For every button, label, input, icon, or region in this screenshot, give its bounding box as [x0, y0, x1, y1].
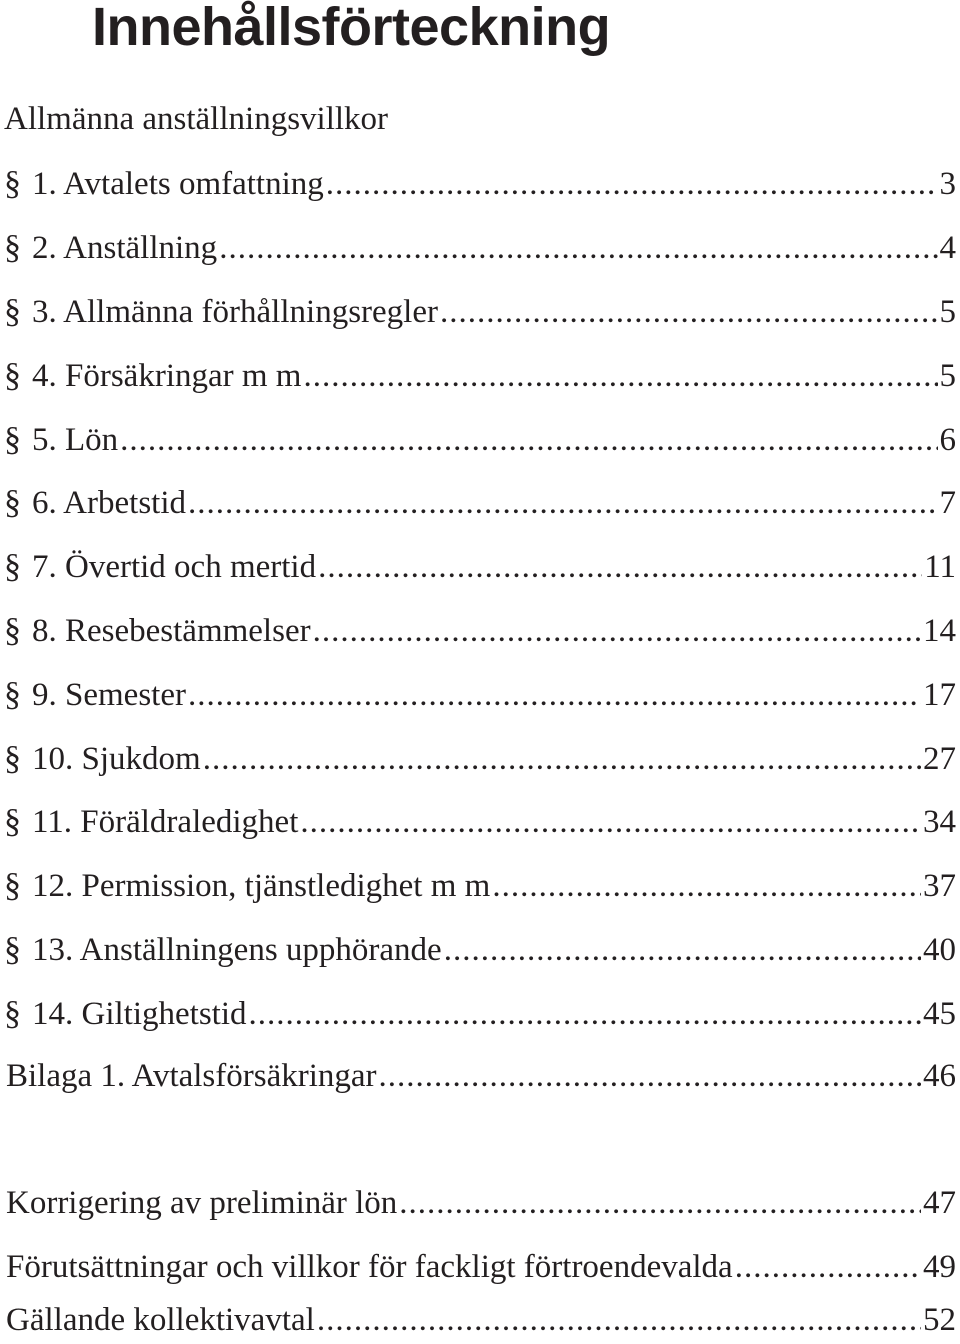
leader-dots [399, 1185, 921, 1222]
toc-entry-page: 34 [923, 804, 956, 840]
leader-dots [379, 1058, 921, 1095]
section-symbol: § [4, 548, 21, 585]
section-symbol: § [4, 293, 21, 330]
section-symbol: § [4, 357, 21, 394]
leader-dots [188, 677, 921, 714]
section-symbol: § [4, 931, 21, 968]
toc-entry-label: 12. Permission, tjänstledighet m m [32, 868, 491, 904]
toc-entry[interactable] [4, 995, 956, 1037]
section-symbol: § [4, 676, 21, 713]
section-symbol: § [4, 740, 21, 777]
leader-dots [120, 422, 937, 459]
toc-entry-label: 5. Lön [32, 422, 119, 458]
toc-entry-page: 14 [923, 613, 956, 649]
toc-entry-page: 5 [939, 294, 956, 330]
section-symbol: § [4, 484, 21, 521]
toc-entry-label: 7. Övertid och mertid [32, 549, 317, 585]
toc-entry-label: Förutsättningar och villkor för fackligt förtroendevalda [6, 1249, 733, 1285]
toc-entry-label: 4. Försäkringar m m [32, 358, 302, 394]
section-symbol: § [4, 867, 21, 904]
toc-entry-page: 45 [923, 996, 956, 1032]
toc-entry[interactable] [4, 867, 956, 909]
leader-dots [444, 932, 921, 969]
toc-entry-label: Gällande kollektivavtal [6, 1302, 315, 1338]
toc-appendix-entry[interactable] [4, 1058, 956, 1100]
toc-entry-page: 4 [939, 230, 956, 266]
toc-entry-page: 49 [923, 1249, 956, 1285]
toc-entry-label: 2. Anställning [32, 230, 218, 266]
leader-dots [303, 358, 937, 395]
leader-dots [318, 549, 922, 586]
toc-entry-label: Korrigering av preliminär lön [6, 1185, 398, 1221]
toc-entry[interactable] [4, 931, 956, 973]
section-symbol: § [4, 803, 21, 840]
toc-entry-label: 1. Avtalets omfattning [32, 166, 324, 202]
toc-entry-page: 11 [924, 549, 956, 585]
section-symbol: § [4, 165, 21, 202]
toc-entry[interactable] [4, 421, 956, 463]
toc-entry-page: 27 [923, 741, 956, 777]
toc-extra-entry[interactable] [4, 1185, 956, 1227]
toc-entry-label: 13. Anställningens upphörande [32, 932, 442, 968]
toc-entry[interactable] [4, 357, 956, 399]
leader-dots [317, 1302, 921, 1339]
toc-entry[interactable] [4, 229, 956, 271]
toc-entry-page: 17 [923, 677, 956, 713]
leader-dots [249, 996, 922, 1033]
toc-entry-page: 7 [939, 485, 956, 521]
toc-entry[interactable] [4, 548, 956, 590]
leader-dots [300, 804, 921, 841]
section-symbol: § [4, 995, 21, 1032]
toc-entry-label: 6. Arbetstid [32, 485, 186, 521]
toc-entry-label: 10. Sjukdom [32, 741, 201, 777]
toc-entry-page: 6 [939, 422, 956, 458]
leader-dots [492, 868, 921, 905]
section-symbol: § [4, 421, 21, 458]
section-heading: Allmänna anställningsvillkor [4, 101, 389, 137]
toc-entry[interactable] [4, 740, 956, 782]
toc-entry-label: 8. Resebestämmelser [32, 613, 311, 649]
page-title: Innehållsförteckning [92, 0, 611, 57]
toc-entry[interactable] [4, 293, 956, 335]
toc-entry-page: 3 [939, 166, 956, 202]
toc-entry[interactable] [4, 165, 956, 207]
toc-entry[interactable] [4, 803, 956, 845]
toc-entry-label: Bilaga 1. Avtalsförsäkringar [6, 1058, 377, 1094]
toc-entry-label: 14. Giltighetstid [32, 996, 247, 1032]
leader-dots [735, 1249, 921, 1286]
leader-dots [440, 294, 938, 331]
toc-entry[interactable] [4, 612, 956, 654]
leader-dots [188, 485, 938, 522]
toc-entry-page: 47 [923, 1185, 956, 1221]
section-symbol: § [4, 229, 21, 266]
toc-entry-page: 40 [923, 932, 956, 968]
toc-entry-page: 52 [923, 1302, 956, 1338]
toc-entry[interactable] [4, 484, 956, 526]
toc-entry-page: 5 [939, 358, 956, 394]
leader-dots [203, 741, 921, 778]
toc-extra-entry[interactable] [4, 1249, 956, 1291]
leader-dots [219, 230, 937, 267]
toc-entry-page: 46 [923, 1058, 956, 1094]
toc-extra-entry[interactable] [4, 1302, 956, 1344]
section-symbol: § [4, 612, 21, 649]
toc-entry-label: 9. Semester [32, 677, 186, 713]
toc-entry-label: 3. Allmänna förhållningsregler [32, 294, 438, 330]
leader-dots [326, 166, 938, 203]
toc-entry-label: 11. Föräldraledighet [32, 804, 299, 840]
toc-entry-page: 37 [923, 868, 956, 904]
leader-dots [313, 613, 921, 650]
toc-entry[interactable] [4, 676, 956, 718]
